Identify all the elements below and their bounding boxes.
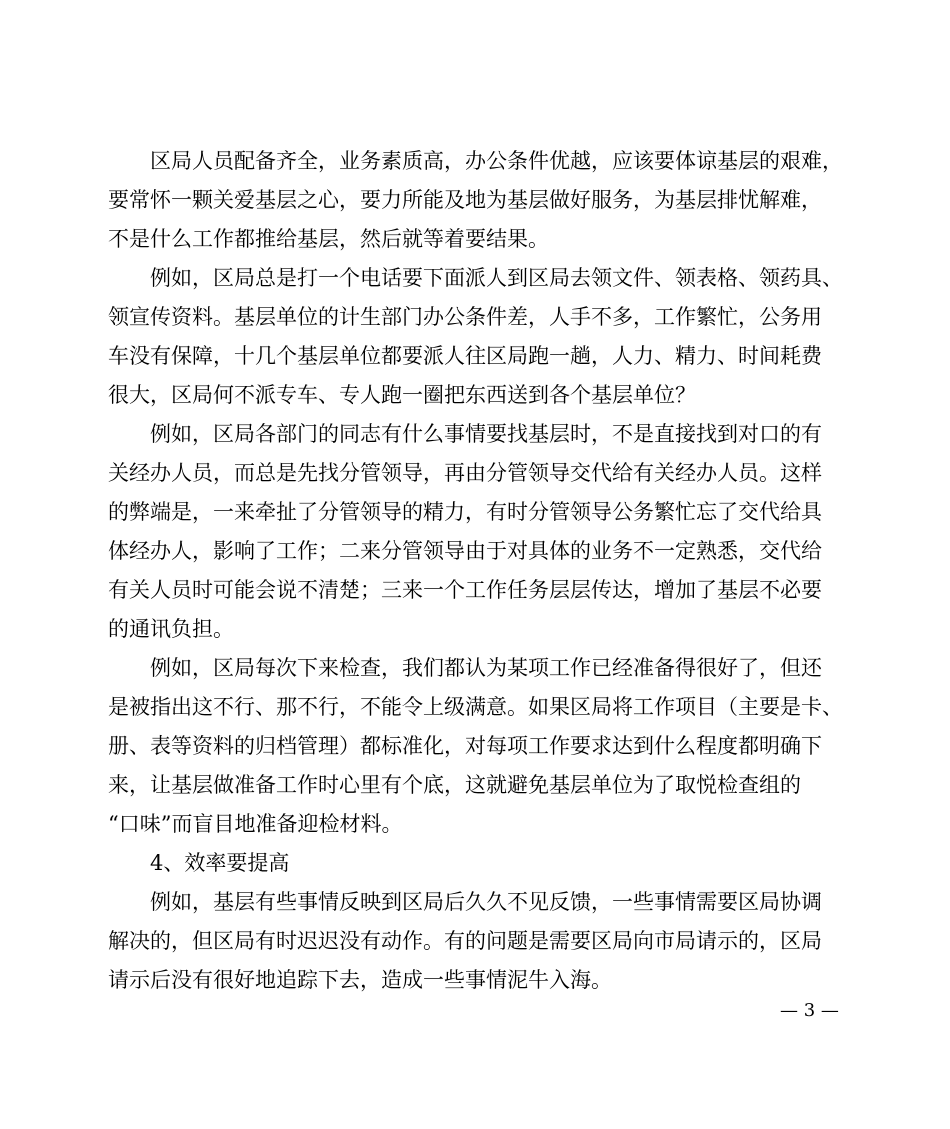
paragraph-2-line-3: 车没有保障，十几个基层单位都要派人往区局跑一趟，人力、精力、时间耗费: [108, 344, 822, 368]
paragraph-4-line-3: 册、表等资料的归档管理）都标准化，对每项工作要求达到什么程度都明确下: [108, 734, 822, 758]
paragraph-4-line-2: 是被指出这不行、那不行，不能令上级满意。如果区局将工作项目（主要是卡、: [108, 695, 843, 719]
paragraph-2-line-2: 领宣传资料。基层单位的计生部门办公条件差，人手不多，工作繁忙，公务用: [108, 305, 822, 329]
paragraph-2-line-1: 例如，区局总是打一个电话要下面派人到区局去领文件、领表格、领药具、: [150, 266, 843, 290]
paragraph-4-line-5: “口味”而盲目地准备迎检材料。: [108, 812, 403, 836]
paragraph-5-line-1: 例如，基层有些事情反映到区局后久久不见反馈，一些事情需要区局协调: [150, 890, 822, 914]
section-heading: 4、效率要提高: [150, 851, 290, 875]
paragraph-4-line-1: 例如，区局每次下来检查，我们都认为某项工作已经准备得很好了，但还: [150, 656, 822, 680]
page-number: — 3 —: [780, 1000, 839, 1021]
paragraph-1-line-2: 要常怀一颗关爱基层之心，要力所能及地为基层做好服务，为基层排忧解难，: [108, 188, 822, 212]
paragraph-3-line-5: 有关人员时可能会说不清楚；三来一个工作任务层层传达，增加了基层不必要: [108, 578, 822, 602]
paragraph-2-line-4: 很大，区局何不派专车、专人跑一圈把东西送到各个基层单位？: [108, 383, 696, 407]
paragraph-3-line-2: 关经办人员，而总是先找分管领导，再由分管领导交代给有关经办人员。这样: [108, 461, 822, 485]
paragraph-3-line-1: 例如，区局各部门的同志有什么事情要找基层时，不是直接找到对口的有: [150, 422, 822, 446]
paragraph-5-line-3: 请示后没有很好地追踪下去，造成一些事情泥牛入海。: [108, 968, 612, 992]
paragraph-1-line-3: 不是什么工作都推给基层，然后就等着要结果。: [108, 227, 549, 251]
paragraph-3-line-3: 的弊端是，一来牵扯了分管领导的精力，有时分管领导公务繁忙忘了交代给具: [108, 500, 822, 524]
paragraph-3-line-6: 的通讯负担。: [108, 617, 234, 641]
paragraph-4-line-4: 来，让基层做准备工作时心里有个底，这就避免基层单位为了取悦检查组的: [108, 773, 801, 797]
paragraph-1-line-1: 区局人员配备齐全，业务素质高，办公条件优越，应该要体谅基层的艰难，: [150, 149, 843, 173]
paragraph-5-line-2: 解决的，但区局有时迟迟没有动作。有的问题是需要区局向市局请示的，区局: [108, 929, 822, 953]
paragraph-3-line-4: 体经办人，影响了工作；二来分管领导由于对具体的业务不一定熟悉，交代给: [108, 539, 822, 563]
